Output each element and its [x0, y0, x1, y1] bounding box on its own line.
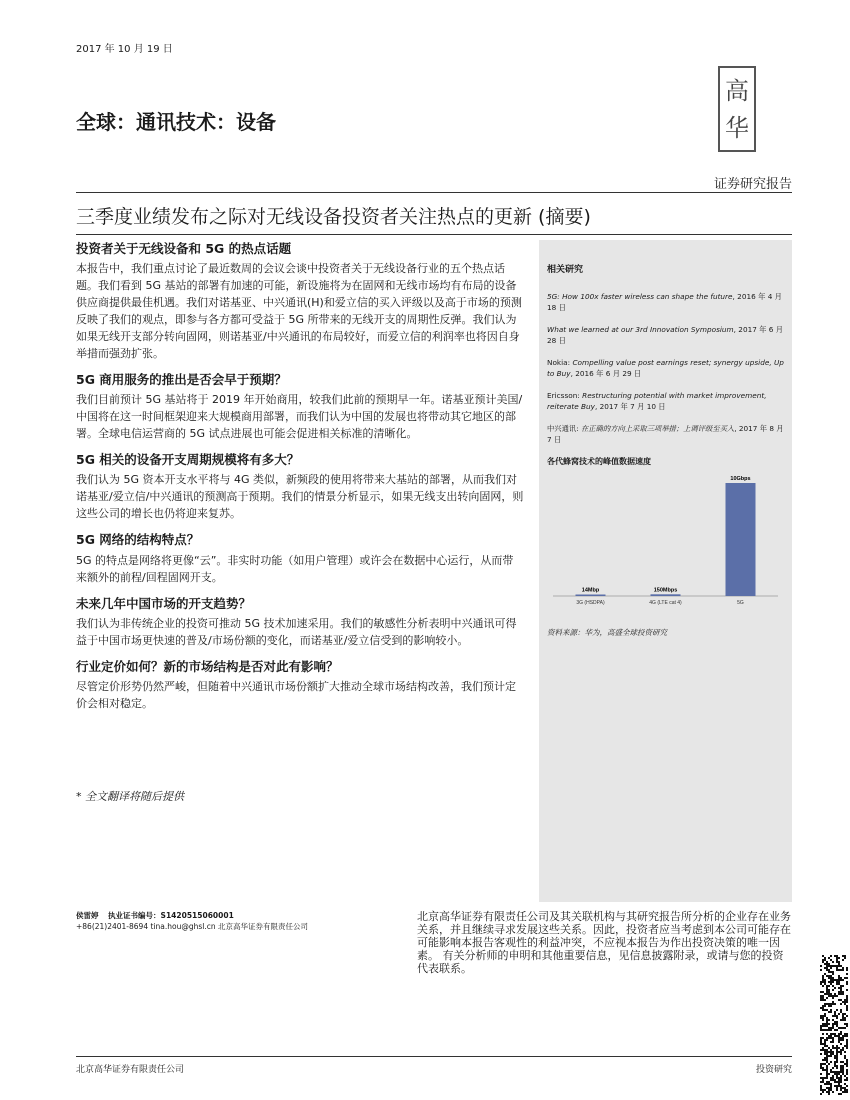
section-heading: 未来几年中国市场的开支趋势？	[76, 595, 252, 611]
section-heading: 行业定价如何？新的市场结构是否对此有影响？	[76, 658, 339, 674]
seal-char-1: 高	[725, 76, 749, 105]
related-research-date: , 2017 年 8 月 7 日	[547, 424, 784, 444]
qr-code-icon	[820, 955, 848, 1095]
section-network-structure	[76, 531, 524, 585]
section-capex-cycle	[76, 451, 524, 522]
section-body: 我们认为 5G 资本开支水平将与 4G 类似，新频段的使用将带来大基站的部署，从而我们对诺基亚/爱立信/中兴通讯的预测高于预期。我们的情景分析显示，如果无线支出转向固网，则这些公司的增长也仍将迎来复苏。	[76, 473, 524, 521]
related-research-company: Ericsson:	[547, 391, 583, 400]
related-research-title: What we learned at our 3rd Innovation Symposium	[547, 325, 734, 334]
related-research-title: Restructuring potential with market improvement, reiterate Buy	[547, 391, 767, 411]
report-type: 证券研究报告	[713, 177, 792, 192]
peak-speed-bar-chart	[547, 469, 784, 619]
chart-category-label: 5G	[737, 600, 744, 606]
section-heading: 5G 网络的结构特点？	[76, 532, 200, 548]
header-divider	[76, 192, 792, 193]
related-research-heading: 相关研究	[547, 265, 584, 275]
chart-data-label: 150Mbps	[653, 587, 678, 594]
section-hot-topics	[76, 240, 524, 362]
section-body: 本报告中，我们重点讨论了最近数周的会议会谈中投资者关于无线设备行业的五个热点话题。我们看到 5G 基站的部署有加速的可能，新设施将为在固网和无线市场均有布局的设备供应商提供最佳机遇。我们对诺基亚、中兴通讯(H)和爱立信的买入评级以及高于市场的预测反映了我们的观点，即参与各方都可受益于 5G 所带来的无线开支的周期性反弹。我们认为如果无线开支部分转向固网，则诺基亚/中兴通讯的布局较好，而爱立信的利润率也将因自身举措而强劲扩张。	[76, 262, 522, 361]
section-body: 5G 的特点是网络将更像“云”。非实时功能（如用户管理）或许会在数据中心运行，从而带来额外的前程/回程固网开支。	[76, 553, 514, 584]
related-research-item[interactable]	[547, 357, 784, 379]
title-divider	[76, 234, 792, 235]
section-china-spending	[76, 595, 524, 649]
footer-label: 投资研究	[755, 1065, 792, 1075]
chart-source: 资料来源：华为，高盛全球投资研究	[547, 628, 667, 637]
related-research-title: 在正确的方向上采取三项举措；上调评级至买入	[580, 424, 735, 433]
sidebar	[539, 240, 792, 902]
seal-char-2: 华	[725, 113, 749, 142]
related-research-company: 中兴通讯:	[547, 424, 581, 433]
related-research-title: 5G: How 100x faster wireless can shape the future	[547, 292, 733, 301]
chart-category-label: 3G (HSDPA)	[576, 600, 605, 606]
section-heading: 投资者关于无线设备和 5G 的热点话题	[76, 241, 292, 256]
footer-company: 北京高华证券有限责任公司	[76, 1065, 185, 1075]
related-research-company: Nokia:	[547, 358, 573, 367]
related-research-item[interactable]	[547, 390, 784, 412]
section-body: 尽管定价形势仍然严峻，但随着中兴通讯市场份额扩大推动全球市场结构改善，我们预计定价会相对稳定。	[76, 679, 516, 710]
section-heading: 5G 相关的设备开支周期规模将有多大？	[76, 452, 300, 468]
chart-category-label: 4G (LTE cat 4)	[649, 600, 682, 606]
license-label: 执业证书编号：	[108, 911, 161, 920]
section-5g-launch	[76, 371, 524, 442]
report-category: 全球：通讯技术：设备	[76, 110, 276, 134]
related-research-item[interactable]	[547, 324, 784, 346]
related-research-date: , 2017 年 6 月 28 日	[547, 325, 784, 345]
related-research-date: , 2017 年 7 月 10 日	[594, 402, 666, 411]
analyst-name: 侯雷婷	[76, 911, 99, 920]
chart-bar	[726, 483, 756, 596]
chart-bar	[651, 594, 681, 596]
report-date: 2017 年 10 月 19 日	[76, 44, 173, 55]
section-body: 我们认为非传统企业的投资可推动 5G 技术加速采用。我们的敏感性分析表明中兴通讯可得益于中国市场更快速的普及/市场份额的变化，而诺基亚/爱立信受到的影响较小。	[76, 616, 517, 647]
related-research-item[interactable]	[547, 423, 784, 445]
report-title: 三季度业绩发布之际对无线设备投资者关注热点的更新 (摘要)	[76, 206, 591, 228]
related-research-title: Compelling value post earnings reset; synergy upside, Up to Buy	[547, 358, 784, 378]
section-body: 我们目前预计 5G 基站将于 2019 年开始商用，较我们此前的预期早一年。诺基亚预计美国/中国将在这一时间框架迎来大规模商用部署，而我们认为中国的发展也将带动其它地区的部署。全球电信运营商的 5G 试点进展也可能会促进相关标准的清晰化。	[76, 393, 523, 441]
translation-note: * 全文翻译将随后提供	[76, 790, 184, 803]
section-heading: 5G 商用服务的推出是否会早于预期？	[76, 372, 287, 388]
chart-data-label: 14Mbp	[581, 587, 600, 594]
chart-title: 各代蜂窝技术的峰值数据速度	[547, 457, 651, 466]
related-research-item[interactable]	[547, 291, 784, 313]
chart-data-label: 10Gbps	[730, 476, 751, 482]
main-content	[76, 240, 524, 721]
related-research-date: , 2016 年 6 月 29 日	[570, 369, 642, 378]
analyst-info	[76, 910, 406, 932]
section-pricing	[76, 658, 524, 712]
footer-divider	[76, 1056, 792, 1057]
license-number: S1420515060001	[160, 911, 234, 920]
related-research-date: , 2016 年 4 月 18 日	[547, 292, 782, 312]
analyst-contact[interactable]: +86(21)2401-8694 tina.hou@ghsl.cn 北京高华证券有限责任公司	[76, 922, 308, 931]
disclaimer: 北京高华证券有限责任公司及其关联机构与其研究报告所分析的企业存在业务关系，并且继续寻求发展这些关系。因此，投资者应当考虑到本公司可能存在可能影响本报告客观性的利益冲突，不应视本报告为作出投资决策的唯一因素。 有关分析师的申明和其他重要信息，见信息披露附录，或请与您的投资代表联系。	[417, 910, 791, 975]
chart-bar	[576, 595, 606, 597]
company-seal-logo	[718, 66, 756, 152]
